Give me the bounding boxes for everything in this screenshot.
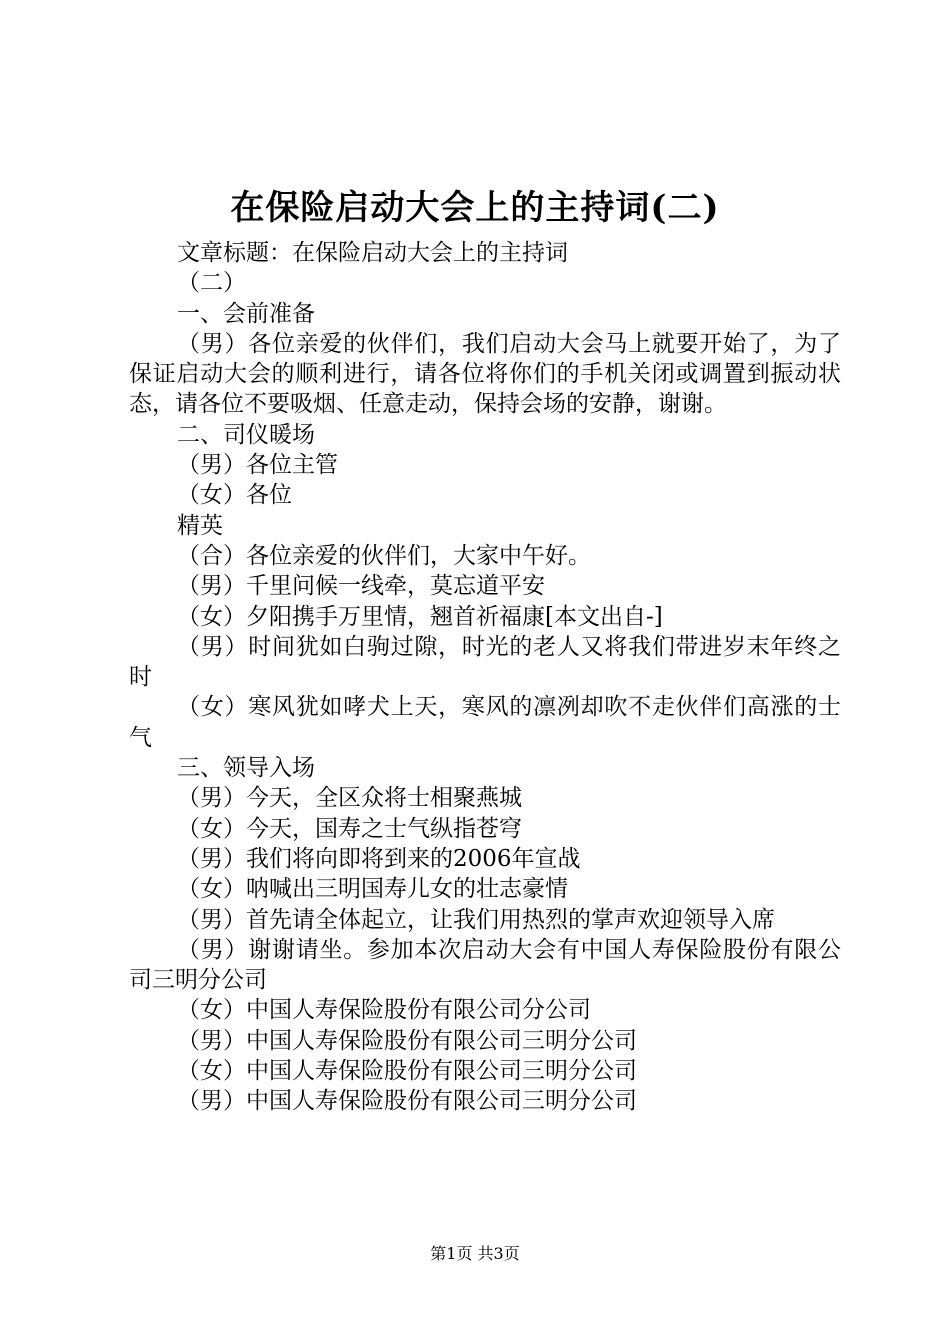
- paragraph: （合）各位亲爱的伙伴们，大家中午好。: [177, 542, 591, 569]
- paragraph: （男）千里问候一线牵，莫忘道平安: [177, 573, 545, 600]
- page-footer: 第1页 共3页: [430, 1244, 520, 1263]
- paragraph: 文章标题：在保险启动大会上的主持词: [177, 240, 568, 266]
- paragraph: （男）中国人寿保险股份有限公司三明分公司: [177, 1027, 637, 1054]
- paragraph: （二）: [177, 270, 246, 297]
- paragraph: （男）谢谢请坐。参加本次启动大会有中国人寿保险股份有限公司三明分公司: [129, 936, 841, 994]
- paragraph: （男）首先请全体起立，让我们用热烈的掌声欢迎领导入席: [177, 906, 775, 933]
- paragraph: （男）今天，全区众将士相聚燕城: [177, 785, 522, 812]
- paragraph: （女）夕阳携手万里情，翘首祈福康[本文出自-]: [177, 603, 663, 630]
- paragraph: （女）各位: [177, 482, 292, 509]
- paragraph: （男）各位亲爱的伙伴们，我们启动大会马上就要开始了，为了保证启动大会的顺利进行，请各位将你们的手机关闭或调置到振动状态，请各位不要吸烟、任意走动，保持会场的安静，谢谢。: [129, 330, 841, 418]
- paragraph: （男）我们将向即将到来的2006年宣战: [177, 845, 581, 872]
- section-heading: 二、司仪暖场: [177, 421, 315, 448]
- paragraph: （女）中国人寿保险股份有限公司分公司: [177, 997, 591, 1024]
- paragraph: （男）各位主管: [177, 452, 338, 479]
- paragraph: （男）中国人寿保险股份有限公司三明分公司: [177, 1088, 637, 1115]
- paragraph: （女）中国人寿保险股份有限公司三明分公司: [177, 1058, 637, 1085]
- section-heading: 一、会前准备: [177, 300, 315, 327]
- section-heading: 三、领导入场: [177, 755, 315, 782]
- paragraph: （女）今天，国寿之士气纵指苍穹: [177, 815, 522, 842]
- paragraph: （女）寒风犹如哮犬上天，寒风的凛冽却吹不走伙伴们高涨的士气: [129, 694, 841, 751]
- document-title: 在保险启动大会上的主持词(二): [230, 188, 720, 228]
- paragraph: （女）呐喊出三明国寿儿女的壮志豪情: [177, 876, 568, 903]
- document-body: [129, 238, 841, 1117]
- paragraph: （男）时间犹如白驹过隙，时光的老人又将我们带进岁末年终之时: [129, 633, 841, 691]
- paragraph: 精英: [177, 512, 223, 539]
